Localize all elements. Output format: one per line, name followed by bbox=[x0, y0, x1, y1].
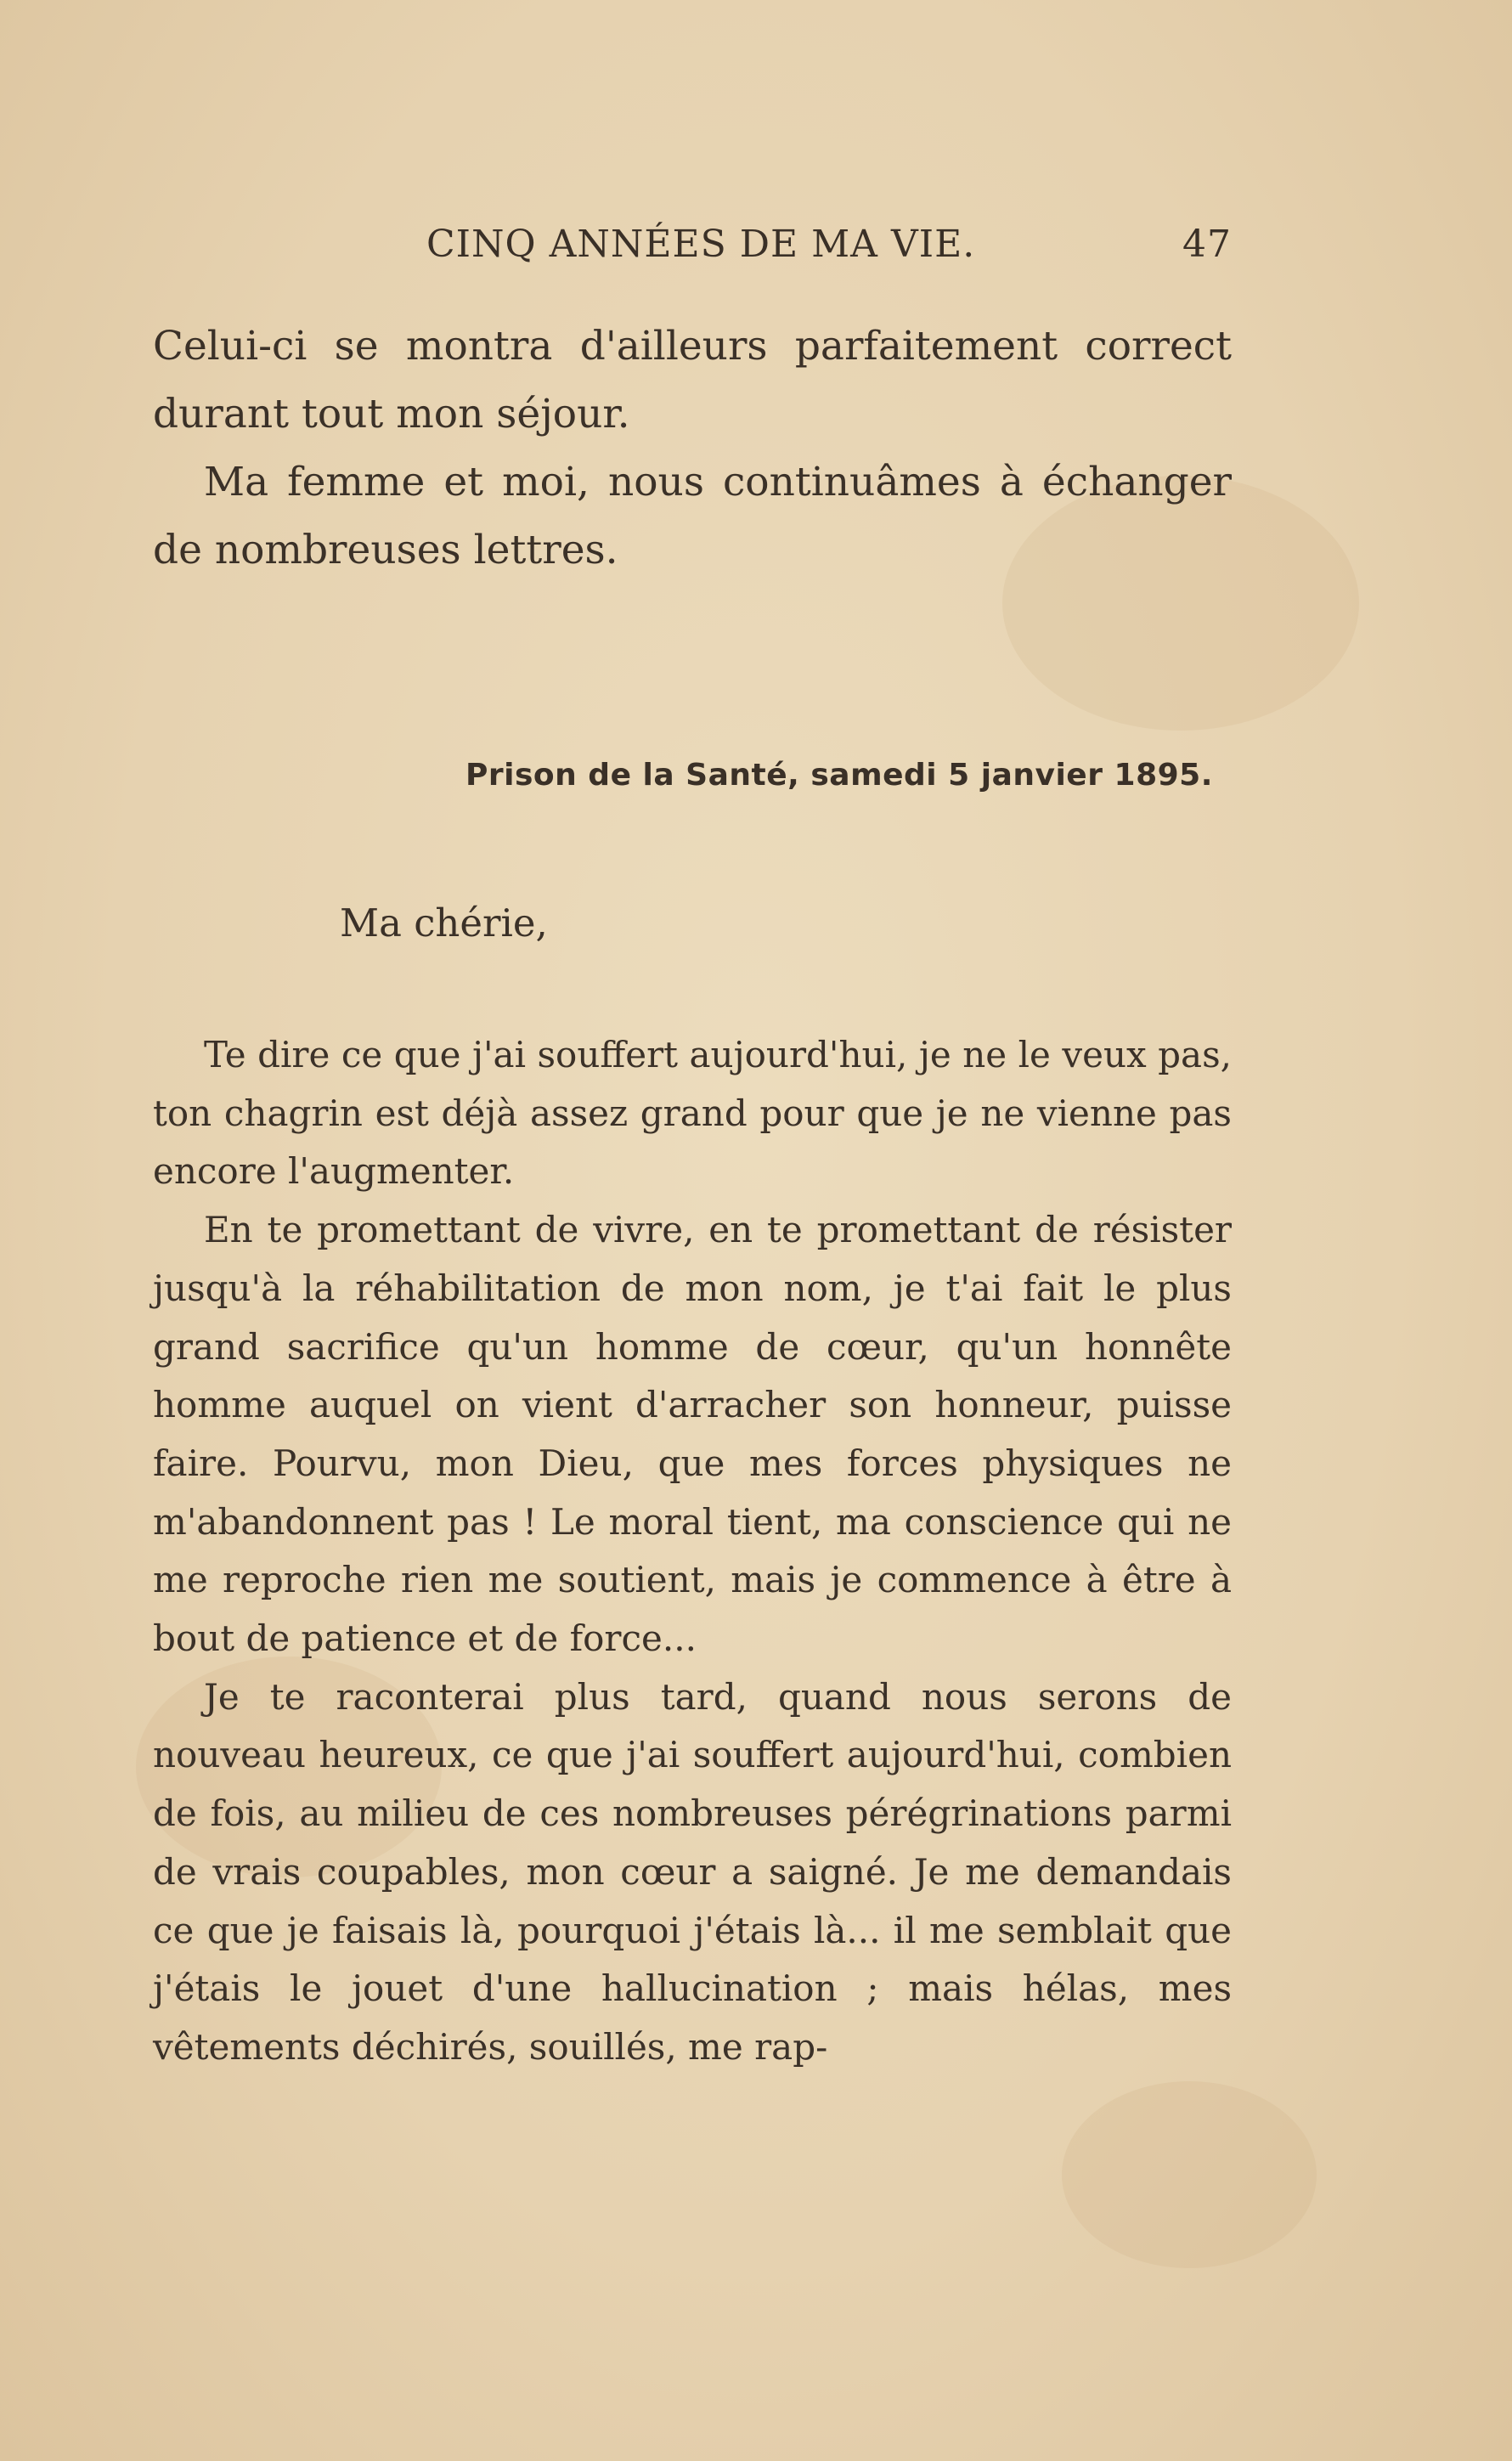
running-header bbox=[153, 223, 1232, 274]
paragraph: Celui-ci se montra d'ailleurs parfaitement correct durant tout mon séjour. bbox=[153, 323, 1232, 437]
running-title: CINQ ANNÉES DE MA VIE. bbox=[426, 223, 976, 266]
paragraph: Je te raconterai plus tard, quand nous serons de nouveau heureux, ce que j'ai souffert aujourd'hui, combien de fois, au milieu de ces nombreuses pérégrinations parmi de vrais coupables, mon cœur a saigné. Je me demandais ce que je faisais là, pourquoi j'étais là... il me semblait que j'étais le jouet d'une hallucination ; mais hélas, mes vêtements déchirés, souillés, me rap- bbox=[153, 1675, 1232, 2068]
paragraph: Te dire ce que j'ai souffert aujourd'hui, je ne le veux pas, ton chagrin est déjà assez grand pour que je ne vienne pas encore l'augmenter. bbox=[153, 1034, 1232, 1193]
paragraph: Ma femme et moi, nous continuâmes à échanger de nombreuses lettres. bbox=[153, 459, 1232, 573]
letter-salutation: Ma chérie, bbox=[340, 900, 548, 945]
opening-text bbox=[153, 313, 1232, 584]
letter-body bbox=[153, 1026, 1232, 2077]
page-number: 47 bbox=[1182, 223, 1232, 266]
paper-stain bbox=[1062, 2081, 1317, 2268]
paragraph: En te promettant de vivre, en te promettant de résister jusqu'à la réhabilitation de mon nom, je t'ai fait le plus grand sacrifice qu'un homme de cœur, qu'un honnête homme auquel on vient d'arracher son honneur, puisse faire. Pourvu, mon Dieu, que mes forces physiques ne m'abandonnent pas ! Le moral tient, ma conscience qui ne me reproche rien me soutient, mais je commence à être à bout de patience et de force... bbox=[153, 1209, 1232, 1660]
letter-dateline: Prison de la Santé, samedi 5 janvier 1895. bbox=[465, 758, 1213, 793]
